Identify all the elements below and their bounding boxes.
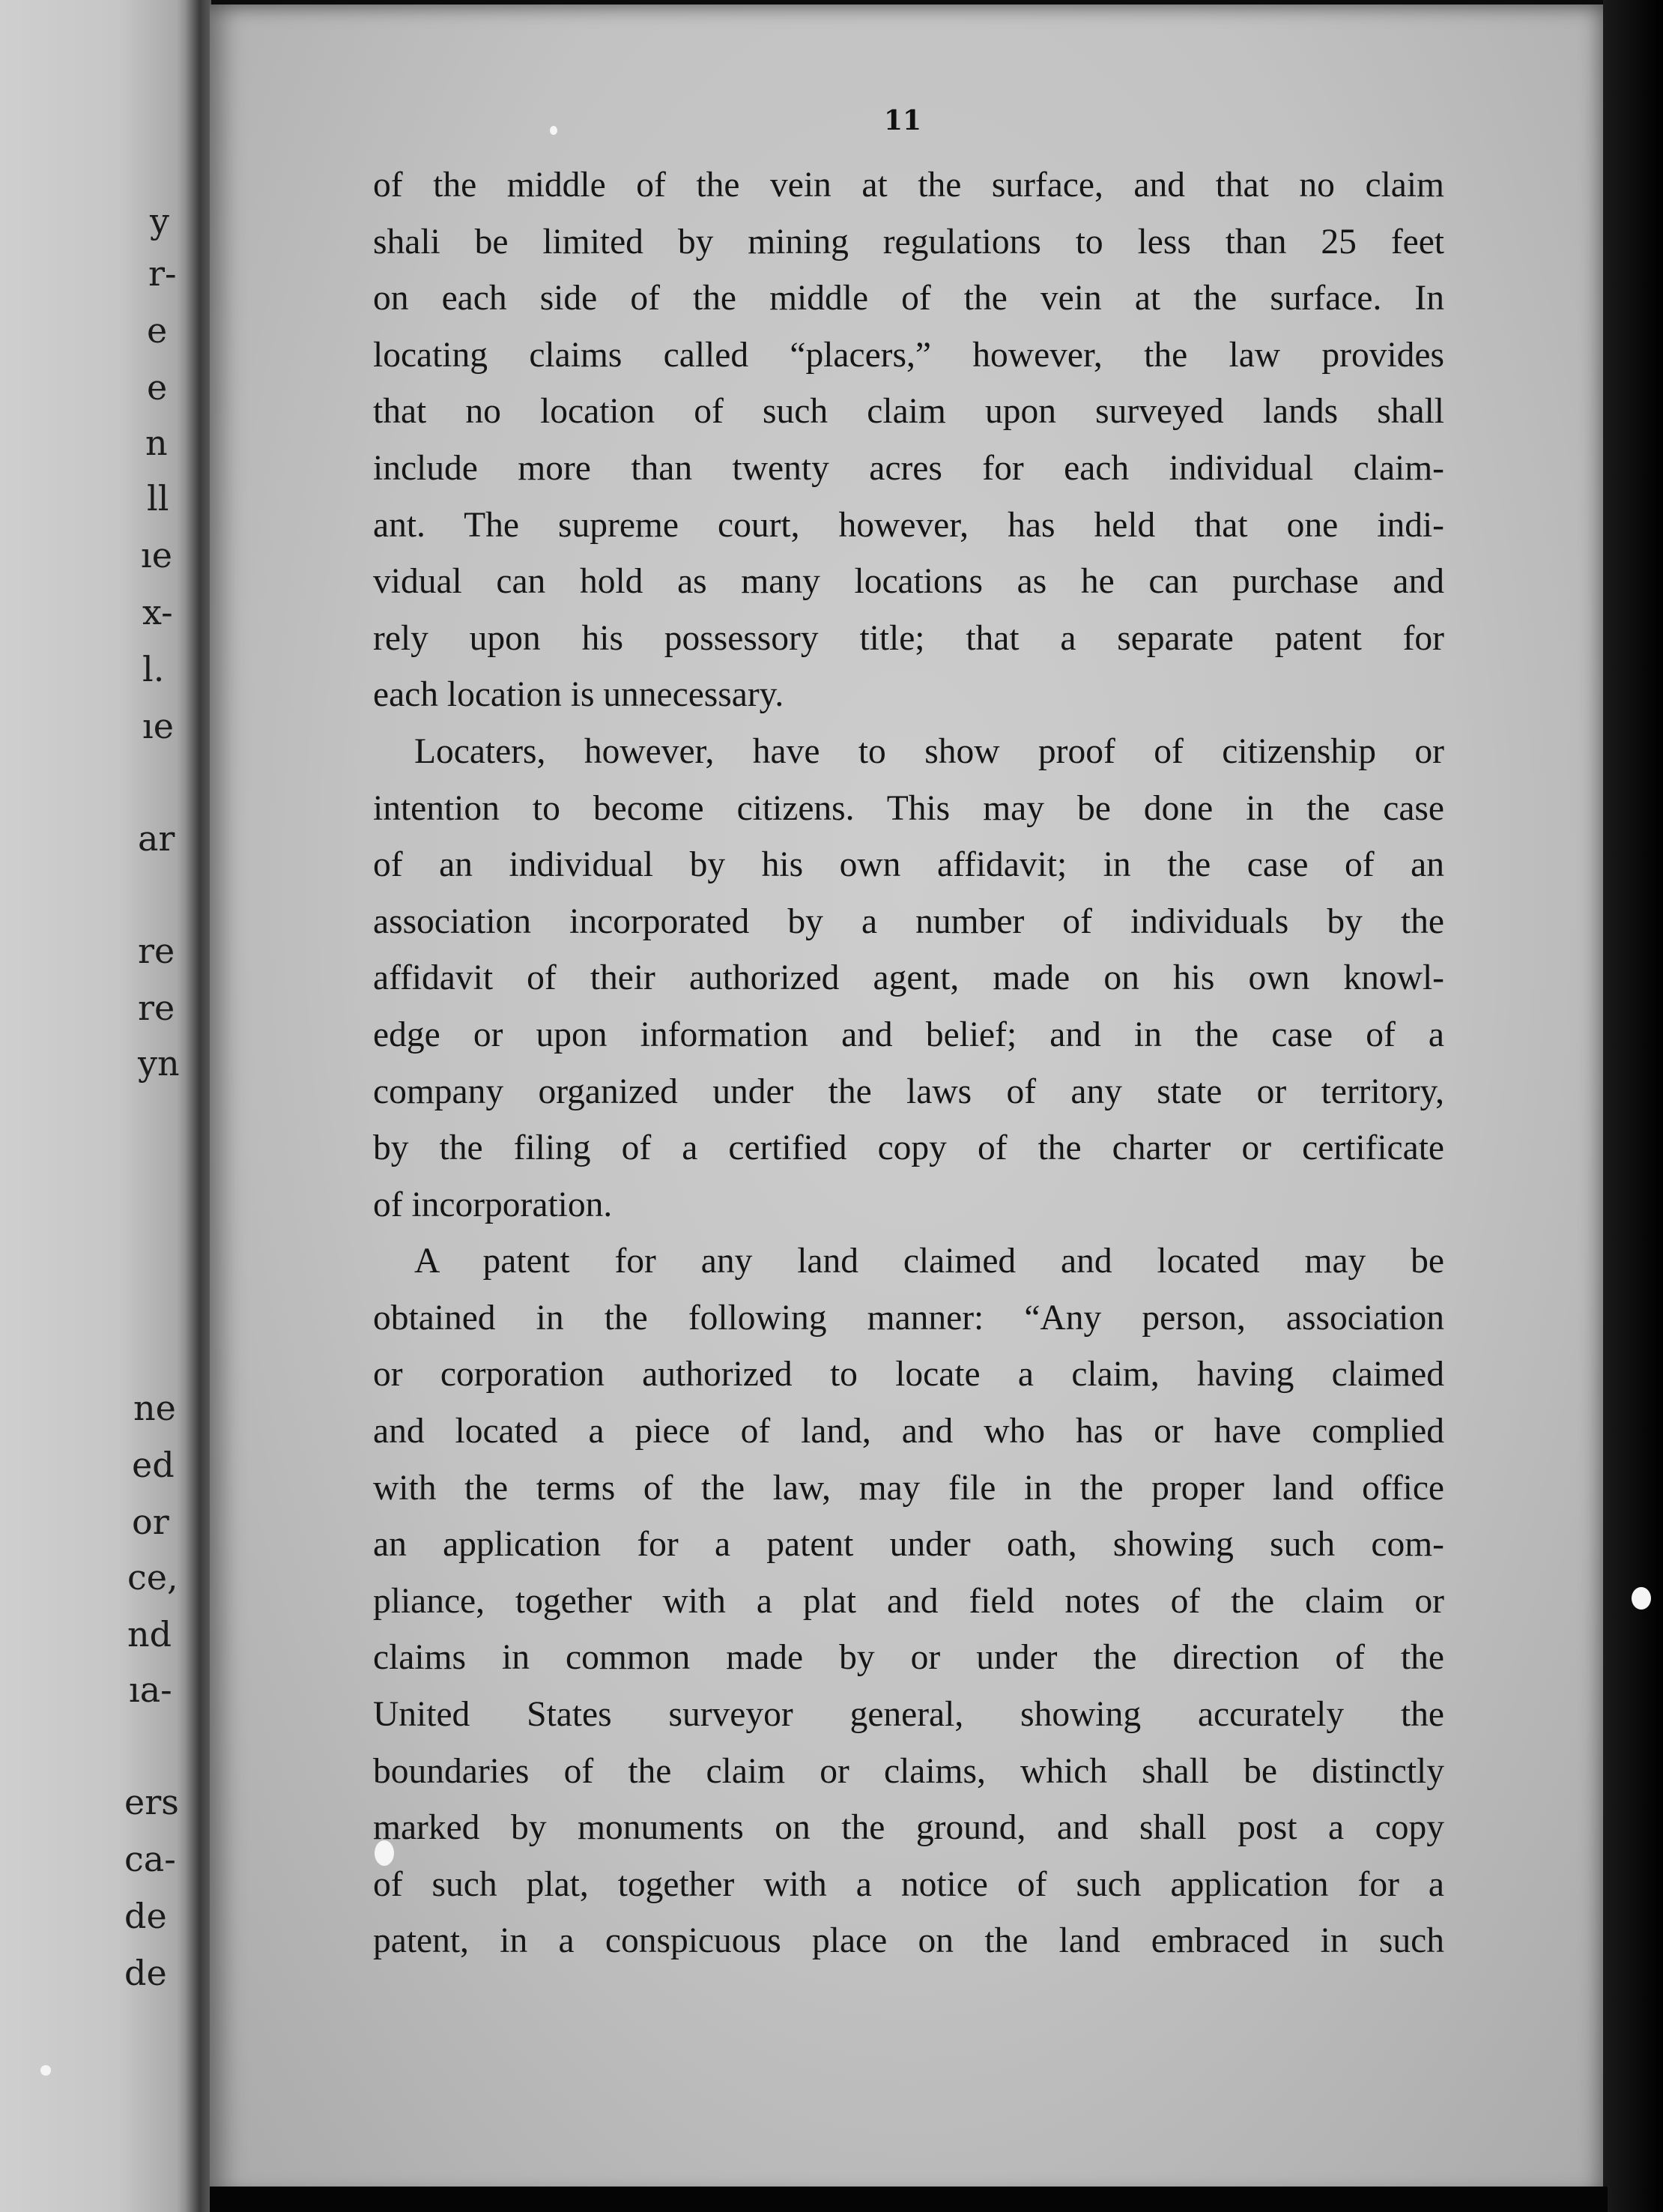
text-line: include more than twenty acres for each individual claim- [373,448,1444,488]
left-page [0,0,196,2212]
paper-speck [40,2065,51,2076]
left-fragment: ıe [142,706,174,746]
left-fragment: l. [142,649,165,689]
left-fragment: ar [138,818,175,859]
left-fragment: r- [148,253,177,294]
left-fragment: y [150,201,169,241]
left-fragment: ed [132,1445,175,1485]
text-line: affidavit of their authorized agent, made on his own knowl- [373,958,1444,998]
left-fragment: e [147,367,168,408]
text-line: marked by monuments on the ground, and shall post a copy [373,1808,1444,1848]
left-fragment: yn [138,1043,180,1084]
left-fragment: re [138,988,175,1028]
text-line: rely upon his possessory title; that a separate patent for [373,618,1444,658]
text-line: obtained in the following manner: “Any person, association [373,1298,1444,1338]
text-line: with the terms of the law, may file in the proper land office [373,1468,1444,1508]
text-line: or corporation authorized to locate a claim, having claimed [373,1355,1444,1394]
left-fragment: ıe [141,535,172,575]
left-fragment: n [145,423,168,463]
text-line: A patent for any land claimed and located may be [414,1242,1444,1281]
text-line: ant. The supreme court, however, has held that one indi- [373,505,1444,545]
left-fragment: ce, [127,1557,178,1598]
left-fragment: de [124,1953,167,1993]
paper-speck [1632,1587,1651,1610]
page-number: 11 [884,105,922,136]
text-line: vidual can hold as many locations as he can purchase and [373,562,1444,602]
text-line: an application for a patent under oath, showing such com- [373,1525,1444,1565]
text-line: locating claims called “placers,” however, the law provides [373,335,1444,375]
left-fragment: re [138,931,175,971]
text-line: of the middle of the vein at the surface, and that no claim [373,166,1444,205]
left-fragment: or [132,1502,169,1542]
left-fragment: ca- [124,1839,176,1879]
text-line: edge or upon information and belief; and in the case of a [373,1015,1444,1054]
text-line: of an individual by his own affidavit; in the case of an [373,845,1444,885]
left-fragment: ne [133,1388,176,1428]
text-line: pliance, together with a plat and field notes of the claim or [373,1581,1444,1621]
text-line: company organized under the laws of any state or territory, [373,1072,1444,1111]
text-line: United States surveyor general, showing accurately the [373,1695,1444,1735]
text-line: on each side of the middle of the vein at the surface. In [373,279,1444,318]
paper-speck [550,126,557,135]
text-line: that no location of such claim upon surveyed lands shall [373,392,1444,432]
left-page-fragments [0,0,180,2212]
text-line: patent, in a conspicuous place on the land embraced in such [373,1921,1444,1961]
text-line: association incorporated by a number of individuals by the [373,901,1444,941]
left-fragment: ers [124,1782,179,1822]
text-line: of incorporation. [373,1185,613,1224]
text-line: claims in common made by or under the direction of the [373,1638,1444,1678]
text-line: intention to become citizens. This may be done in the case [373,788,1444,828]
page-bottom-shadow [210,2187,1608,2212]
left-fragment: ll [147,478,169,519]
text-line: shali be limited by mining regulations to less than 25 feet [373,222,1444,262]
page-edge-shadow [1603,0,1663,2212]
left-fragment: nd [127,1614,172,1655]
left-fragment: e [147,310,168,351]
text-line: Locaters, however, have to show proof of citizenship or [414,731,1444,771]
body-text [373,157,1444,1970]
left-fragment: x- [142,592,173,632]
text-line: and located a piece of land, and who has or have complied [373,1412,1444,1451]
left-fragment: de [124,1896,167,1936]
book-gutter [186,0,211,2212]
text-line: each location is unnecessary. [373,675,784,715]
text-line: by the filing of a certified copy of the charter or certificate [373,1128,1444,1168]
left-fragment: ıa- [129,1669,172,1710]
text-line: boundaries of the claim or claims, which shall be distinctly [373,1751,1444,1791]
text-line: of such plat, together with a notice of such application for a [373,1864,1444,1904]
